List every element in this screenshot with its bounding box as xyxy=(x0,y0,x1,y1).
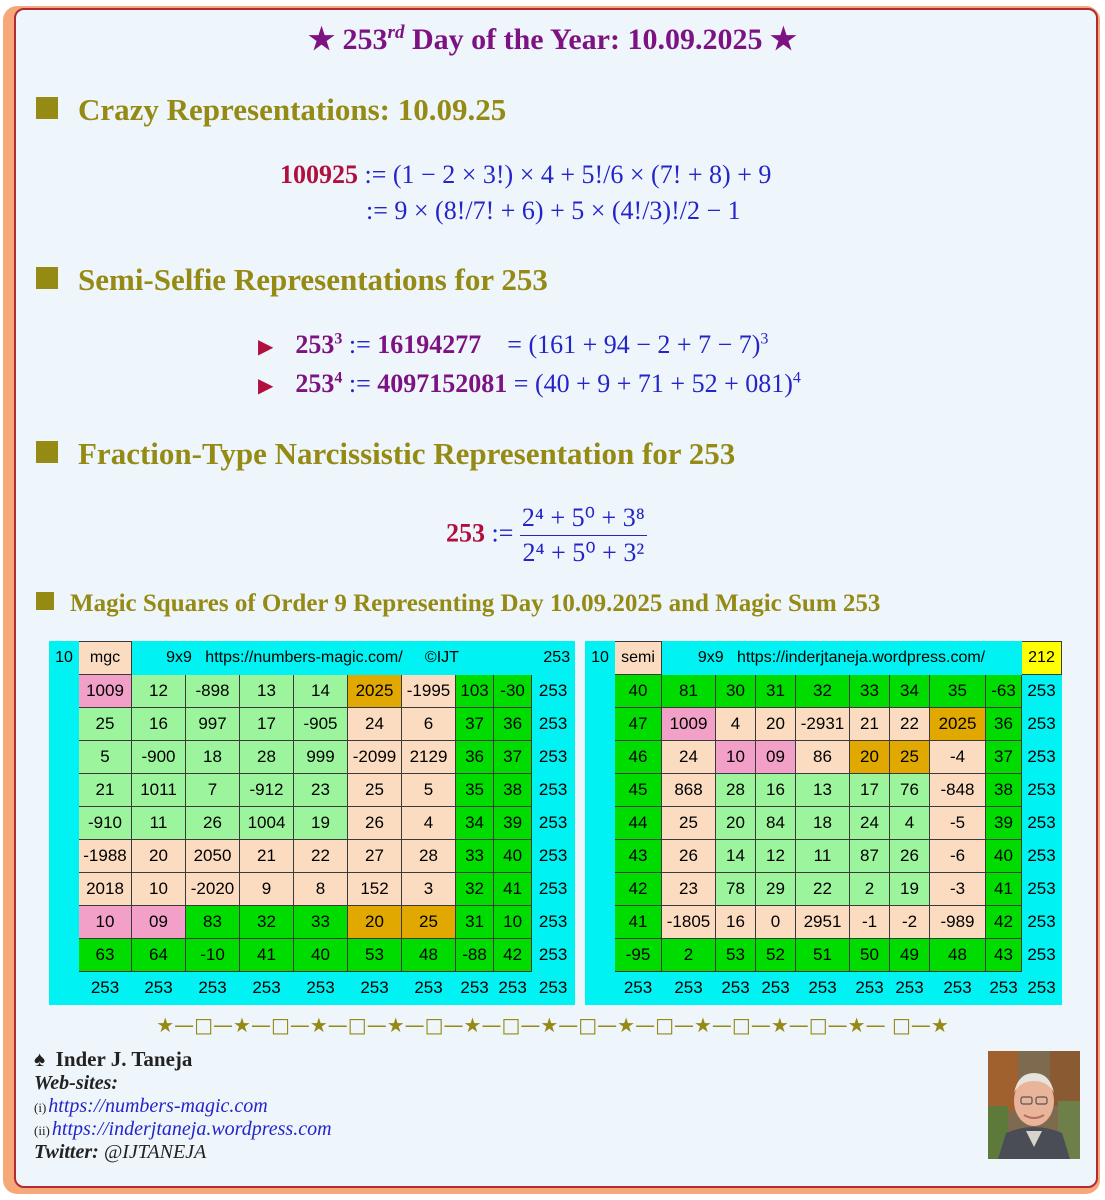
grid-cell: 42 xyxy=(494,939,532,972)
grid-cell: 20 xyxy=(850,741,890,774)
grid-cell: 32 xyxy=(796,675,850,708)
grid-header: 9x9 https://numbers-magic.com/ ©IJT xyxy=(132,642,494,675)
grid-cell: 45 xyxy=(615,774,662,807)
grid-margin-cell xyxy=(586,741,615,774)
grid-cell: 4 xyxy=(716,708,756,741)
grid-cell: 4 xyxy=(890,807,930,840)
grid-cell: 09 xyxy=(756,741,796,774)
triangle-bullet-icon: ▶ xyxy=(258,375,274,397)
grid-cell: 84 xyxy=(756,807,796,840)
grid-cell: -912 xyxy=(240,774,294,807)
grid-cell: 7 xyxy=(186,774,240,807)
grid-cell: 27 xyxy=(348,840,402,873)
table-row xyxy=(50,741,575,774)
grid-cell: 34 xyxy=(890,675,930,708)
grid-cell: 28 xyxy=(716,774,756,807)
grid-cell: 16 xyxy=(132,708,186,741)
grid-cell: 2018 xyxy=(79,873,132,906)
column-sum-cell: 253 xyxy=(186,972,240,1005)
grid-cell: 35 xyxy=(930,675,986,708)
page-title: ★ 253rd Day of the Year: 10.09.2025 ★ xyxy=(308,22,797,56)
grid-cell: 33 xyxy=(294,906,348,939)
grid-margin-cell xyxy=(586,807,615,840)
grid-cell: 32 xyxy=(456,873,494,906)
grid-cell: -1 xyxy=(850,906,890,939)
grid-cell: 997 xyxy=(186,708,240,741)
row-sum-cell: 253 xyxy=(1022,939,1062,972)
grid-cell: 19 xyxy=(294,807,348,840)
grid-cell: 28 xyxy=(240,741,294,774)
grid-cell: 20 xyxy=(348,906,402,939)
table-row xyxy=(586,939,1062,972)
column-sum-cell: 253 xyxy=(662,972,716,1005)
grid-cell: 28 xyxy=(402,840,456,873)
grid-cell: 20 xyxy=(716,807,756,840)
grid-cell: 50 xyxy=(850,939,890,972)
grid-cell: 47 xyxy=(615,708,662,741)
table-row xyxy=(50,906,575,939)
grid-margin-cell xyxy=(586,906,615,939)
grid-cell: -900 xyxy=(132,741,186,774)
grid-margin-cell xyxy=(586,708,615,741)
grid-cell: 25 xyxy=(348,774,402,807)
grid-cell: 16 xyxy=(716,906,756,939)
grid-cell: 43 xyxy=(986,939,1022,972)
column-sum-cell: 253 xyxy=(986,972,1022,1005)
row-sum-cell: 253 xyxy=(1022,873,1062,906)
grid-cell: 2 xyxy=(662,939,716,972)
grid-cell: 39 xyxy=(986,807,1022,840)
grid-cell: 30 xyxy=(716,675,756,708)
grid-cell: 40 xyxy=(986,840,1022,873)
grid-cell: 14 xyxy=(716,840,756,873)
square-bullet-icon xyxy=(36,97,58,119)
grid-cell: 48 xyxy=(930,939,986,972)
column-sum-cell: 253 xyxy=(1022,972,1062,1005)
grid-cell: 53 xyxy=(348,939,402,972)
row-sum-cell: 253 xyxy=(1022,840,1062,873)
row-sum-cell: 253 xyxy=(1022,708,1062,741)
grid-cell: 35 xyxy=(456,774,494,807)
site-link-1[interactable]: (i) https://numbers-magic.com xyxy=(34,1095,268,1117)
spade-icon: ♠ xyxy=(34,1047,46,1071)
grid-label: semi xyxy=(615,642,662,675)
grid-cell: 41 xyxy=(494,873,532,906)
square-bullet-icon xyxy=(36,441,58,463)
grid-cell: 25 xyxy=(890,741,930,774)
column-sum-cell: 253 xyxy=(890,972,930,1005)
grid-cell: -5 xyxy=(930,807,986,840)
grid-cell: -10 xyxy=(186,939,240,972)
crazy-line-1: 100925 := (1 − 2 × 3!) × 4 + 5!/6 × (7! + 8) + 9 xyxy=(280,160,772,189)
grid-cell: 42 xyxy=(986,906,1022,939)
grid-cell: 14 xyxy=(294,675,348,708)
grid-cell: 37 xyxy=(456,708,494,741)
table-row xyxy=(586,840,1062,873)
table-row xyxy=(586,708,1062,741)
grid-sum: 212 xyxy=(1022,642,1062,675)
grid-cell: 76 xyxy=(890,774,930,807)
table-row xyxy=(50,807,575,840)
grid-cell: 12 xyxy=(756,840,796,873)
grid-cell: -898 xyxy=(186,675,240,708)
table-row xyxy=(586,675,1062,708)
site-link-2[interactable]: (ii) https://inderjtaneja.wordpress.com xyxy=(34,1118,332,1140)
grid-cell: 34 xyxy=(456,807,494,840)
grid-cell: 8 xyxy=(294,873,348,906)
grid-cell: 43 xyxy=(615,840,662,873)
grid-cell: 22 xyxy=(294,840,348,873)
grid-cell: 5 xyxy=(402,774,456,807)
grid-cell: -2020 xyxy=(186,873,240,906)
twitter-line: Twitter: @IJTANEJA xyxy=(34,1141,207,1163)
grid-margin-cell xyxy=(586,675,615,708)
column-sum-cell: 253 xyxy=(756,972,796,1005)
grid-cell: -1805 xyxy=(662,906,716,939)
grid-cell: 1009 xyxy=(79,675,132,708)
grid-cell: 87 xyxy=(850,840,890,873)
grid-cell: 78 xyxy=(716,873,756,906)
grid-cell: 38 xyxy=(986,774,1022,807)
table-row-footer xyxy=(50,972,575,1005)
semi-line-2: ▶ $253^4$ := $4097152081 = (40 + 9 + 71 + 52 + 081)^4$ xyxy=(258,369,801,398)
table-row xyxy=(50,675,575,708)
table-row xyxy=(50,774,575,807)
table-row xyxy=(50,939,575,972)
grid-cell: 10 xyxy=(79,906,132,939)
grid-cell: 25 xyxy=(79,708,132,741)
grid-margin-cell xyxy=(50,675,79,708)
grid-cell: 1009 xyxy=(662,708,716,741)
grid-cell: -88 xyxy=(456,939,494,972)
grid-cell: 25 xyxy=(662,807,716,840)
grid-cell: 18 xyxy=(796,807,850,840)
table-row xyxy=(586,741,1062,774)
grid-cell: 37 xyxy=(494,741,532,774)
grid-cell: 24 xyxy=(348,708,402,741)
grid-margin-cell xyxy=(50,939,79,972)
grid-margin-cell xyxy=(586,840,615,873)
grid-label: mgc xyxy=(79,642,132,675)
grid-cell: 2 xyxy=(850,873,890,906)
grid-cell: 41 xyxy=(986,873,1022,906)
magic-square-grid-1 xyxy=(49,641,575,1005)
grid-cell: 26 xyxy=(662,840,716,873)
column-sum-cell: 253 xyxy=(132,972,186,1005)
column-sum-cell: 253 xyxy=(850,972,890,1005)
grid-margin-cell xyxy=(50,807,79,840)
grid-cell: 13 xyxy=(796,774,850,807)
table-row xyxy=(586,906,1062,939)
fraction: $\frac{\text{2⁴ + 5⁰ + 3⁸}}{\text{2⁴ + 5⁰ + 3²}}$ xyxy=(521,503,645,567)
fraction-representation: 253 := $\frac{\text{2⁴ + 5⁰ + 3⁸}}{\text{2⁴ + 5⁰ + 3²}}$ xyxy=(446,503,645,567)
grid-corner: 10 xyxy=(586,642,615,675)
grid-cell: -905 xyxy=(294,708,348,741)
triangle-bullet-icon: ▶ xyxy=(258,336,274,358)
square-bullet-icon xyxy=(36,592,54,610)
grid-cell: -4 xyxy=(930,741,986,774)
grid-cell: 24 xyxy=(850,807,890,840)
grid-cell: 17 xyxy=(240,708,294,741)
grid-cell: 64 xyxy=(132,939,186,972)
grid-cell: 52 xyxy=(756,939,796,972)
grid-cell: 26 xyxy=(186,807,240,840)
grid-cell: 21 xyxy=(240,840,294,873)
grid-cell: -95 xyxy=(615,939,662,972)
star-divider: ★—□—★—□—★—□—★—□—★—□—★—□—★—□—★—□—★—□—★— □—★ xyxy=(156,1013,949,1037)
grid-cell: 25 xyxy=(402,906,456,939)
grid-cell: 10 xyxy=(494,906,532,939)
author-block xyxy=(34,1047,332,1164)
grid-cell: 13 xyxy=(240,675,294,708)
grid-cell: 29 xyxy=(756,873,796,906)
grid-margin-cell xyxy=(586,873,615,906)
section-heading-fraction: Fraction-Type Narcissistic Representation for 253 xyxy=(36,436,735,472)
author-name: ♠ Inder J. Taneja xyxy=(34,1047,193,1071)
grid-cell: 46 xyxy=(615,741,662,774)
column-sum-cell: 253 xyxy=(494,972,532,1005)
grid-cell: 10 xyxy=(716,741,756,774)
grid-cell: 36 xyxy=(986,708,1022,741)
grid-cell: 5 xyxy=(79,741,132,774)
grid-margin-cell xyxy=(586,972,615,1005)
row-sum-cell: 253 xyxy=(532,708,575,741)
grid-margin-cell xyxy=(50,741,79,774)
grid-cell: 44 xyxy=(615,807,662,840)
grid-cell: -30 xyxy=(494,675,532,708)
row-sum-cell: 253 xyxy=(532,873,575,906)
table-row xyxy=(50,873,575,906)
grid-cell: 36 xyxy=(494,708,532,741)
grid-cell: 37 xyxy=(986,741,1022,774)
table-row xyxy=(50,708,575,741)
grid-cell: 31 xyxy=(456,906,494,939)
grid-cell: -1995 xyxy=(402,675,456,708)
grid-cell: 09 xyxy=(132,906,186,939)
grid-cell: 22 xyxy=(796,873,850,906)
magic-square-grid-2 xyxy=(585,641,1062,1005)
grid-cell: -1988 xyxy=(79,840,132,873)
grid-cell: 1011 xyxy=(132,774,186,807)
crazy-line-2: := 9 × (8!/7! + 6) + 5 × (4!/3)!/2 − 1 xyxy=(366,196,741,225)
grid-cell: 42 xyxy=(615,873,662,906)
row-sum-cell: 253 xyxy=(1022,906,1062,939)
grid-cell: 31 xyxy=(756,675,796,708)
grid-cell: 33 xyxy=(850,675,890,708)
grid-cell: 48 xyxy=(402,939,456,972)
grid-cell: 21 xyxy=(79,774,132,807)
grid-cell: 26 xyxy=(890,840,930,873)
grid-cell: 41 xyxy=(615,906,662,939)
websites-label: Web-sites: xyxy=(34,1072,119,1094)
grid-cell: 3 xyxy=(402,873,456,906)
grid-cell: 81 xyxy=(662,675,716,708)
table-row xyxy=(586,873,1062,906)
grid-cell: 0 xyxy=(756,906,796,939)
column-sum-cell: 253 xyxy=(716,972,756,1005)
grid-corner: 10 xyxy=(50,642,79,675)
column-sum-cell: 253 xyxy=(532,972,575,1005)
grid-cell: 41 xyxy=(240,939,294,972)
grid-margin-cell xyxy=(586,939,615,972)
grid-cell: 1004 xyxy=(240,807,294,840)
row-sum-cell: 253 xyxy=(532,939,575,972)
grid-header: 9x9 https://inderjtaneja.wordpress.com/ xyxy=(662,642,1022,675)
grid-margin-cell xyxy=(50,708,79,741)
column-sum-cell: 253 xyxy=(930,972,986,1005)
grid-cell: 2025 xyxy=(348,675,402,708)
row-sum-cell: 253 xyxy=(532,807,575,840)
grid-cell: 23 xyxy=(662,873,716,906)
grid-cell: 20 xyxy=(756,708,796,741)
grid-cell: 2129 xyxy=(402,741,456,774)
grid-cell: -2 xyxy=(890,906,930,939)
grid-cell: 16 xyxy=(756,774,796,807)
grid-cell: -63 xyxy=(986,675,1022,708)
section-heading-crazy: Crazy Representations: 10.09.25 xyxy=(36,92,506,128)
grid-cell: -6 xyxy=(930,840,986,873)
grid-cell: 17 xyxy=(850,774,890,807)
grid-cell: 21 xyxy=(850,708,890,741)
grid-cell: 152 xyxy=(348,873,402,906)
grid-cell: 86 xyxy=(796,741,850,774)
column-sum-cell: 253 xyxy=(348,972,402,1005)
row-sum-cell: 253 xyxy=(1022,774,1062,807)
grid-cell: 103 xyxy=(456,675,494,708)
grid-margin-cell xyxy=(50,972,79,1005)
grid-cell: 40 xyxy=(615,675,662,708)
table-row xyxy=(586,807,1062,840)
table-row xyxy=(586,774,1062,807)
grid-cell: 11 xyxy=(796,840,850,873)
grid-margin-cell xyxy=(586,774,615,807)
grid-cell: 23 xyxy=(294,774,348,807)
grid-cell: 32 xyxy=(240,906,294,939)
grid-cell: 51 xyxy=(796,939,850,972)
grid-cell: -910 xyxy=(79,807,132,840)
grid-cell: -2931 xyxy=(796,708,850,741)
grid-cell: 19 xyxy=(890,873,930,906)
grid-cell: 9 xyxy=(240,873,294,906)
grid-cell: 2951 xyxy=(796,906,850,939)
row-sum-cell: 253 xyxy=(532,774,575,807)
grid-cell: 6 xyxy=(402,708,456,741)
section-heading-magic: Magic Squares of Order 9 Representing Day 10.09.2025 and Magic Sum 253 xyxy=(36,590,880,618)
grid-cell: 40 xyxy=(494,840,532,873)
row-sum-cell: 253 xyxy=(532,675,575,708)
section-heading-semi: Semi-Selfie Representations for 253 xyxy=(36,262,548,298)
grid-cell: 12 xyxy=(132,675,186,708)
square-bullet-icon xyxy=(36,267,58,289)
row-sum-cell: 253 xyxy=(532,741,575,774)
row-sum-cell: 253 xyxy=(1022,741,1062,774)
grid-cell: 39 xyxy=(494,807,532,840)
table-row xyxy=(50,840,575,873)
grid-cell: 2025 xyxy=(930,708,986,741)
grid-cell: 38 xyxy=(494,774,532,807)
grid-cell: -2099 xyxy=(348,741,402,774)
column-sum-cell: 253 xyxy=(79,972,132,1005)
grid-cell: 22 xyxy=(890,708,930,741)
column-sum-cell: 253 xyxy=(240,972,294,1005)
column-sum-cell: 253 xyxy=(615,972,662,1005)
grid-cell: 2050 xyxy=(186,840,240,873)
grid-cell: -848 xyxy=(930,774,986,807)
grid-cell: -989 xyxy=(930,906,986,939)
row-sum-cell: 253 xyxy=(532,906,575,939)
row-sum-cell: 253 xyxy=(1022,807,1062,840)
grid-cell: 18 xyxy=(186,741,240,774)
grid-cell: 36 xyxy=(456,741,494,774)
row-sum-cell: 253 xyxy=(532,840,575,873)
grid-cell: 26 xyxy=(348,807,402,840)
grid-cell: 11 xyxy=(132,807,186,840)
grid-cell: 868 xyxy=(662,774,716,807)
grid-margin-cell xyxy=(50,774,79,807)
author-photo xyxy=(988,1051,1080,1159)
grid-cell: 4 xyxy=(402,807,456,840)
grid-cell: 49 xyxy=(890,939,930,972)
grid-cell: 999 xyxy=(294,741,348,774)
grid-cell: 10 xyxy=(132,873,186,906)
row-sum-cell: 253 xyxy=(1022,675,1062,708)
column-sum-cell: 253 xyxy=(402,972,456,1005)
grid-margin-cell xyxy=(50,840,79,873)
grid-cell: 53 xyxy=(716,939,756,972)
grid-cell: 63 xyxy=(79,939,132,972)
grid-cell: 40 xyxy=(294,939,348,972)
grid-cell: -3 xyxy=(930,873,986,906)
column-sum-cell: 253 xyxy=(294,972,348,1005)
grid-sum: 253 xyxy=(494,642,575,675)
grid-cell: 24 xyxy=(662,741,716,774)
table-row-footer xyxy=(586,972,1062,1005)
grid-margin-cell xyxy=(50,873,79,906)
column-sum-cell: 253 xyxy=(456,972,494,1005)
semi-line-1: ▶ $253^3$ := $16194277 = (161 + 94 - 2 + 7 - 7)^3$ xyxy=(258,330,769,359)
grid-margin-cell xyxy=(50,906,79,939)
grid-cell: 33 xyxy=(456,840,494,873)
grid-cell: 20 xyxy=(132,840,186,873)
grid-cell: 83 xyxy=(186,906,240,939)
column-sum-cell: 253 xyxy=(796,972,850,1005)
